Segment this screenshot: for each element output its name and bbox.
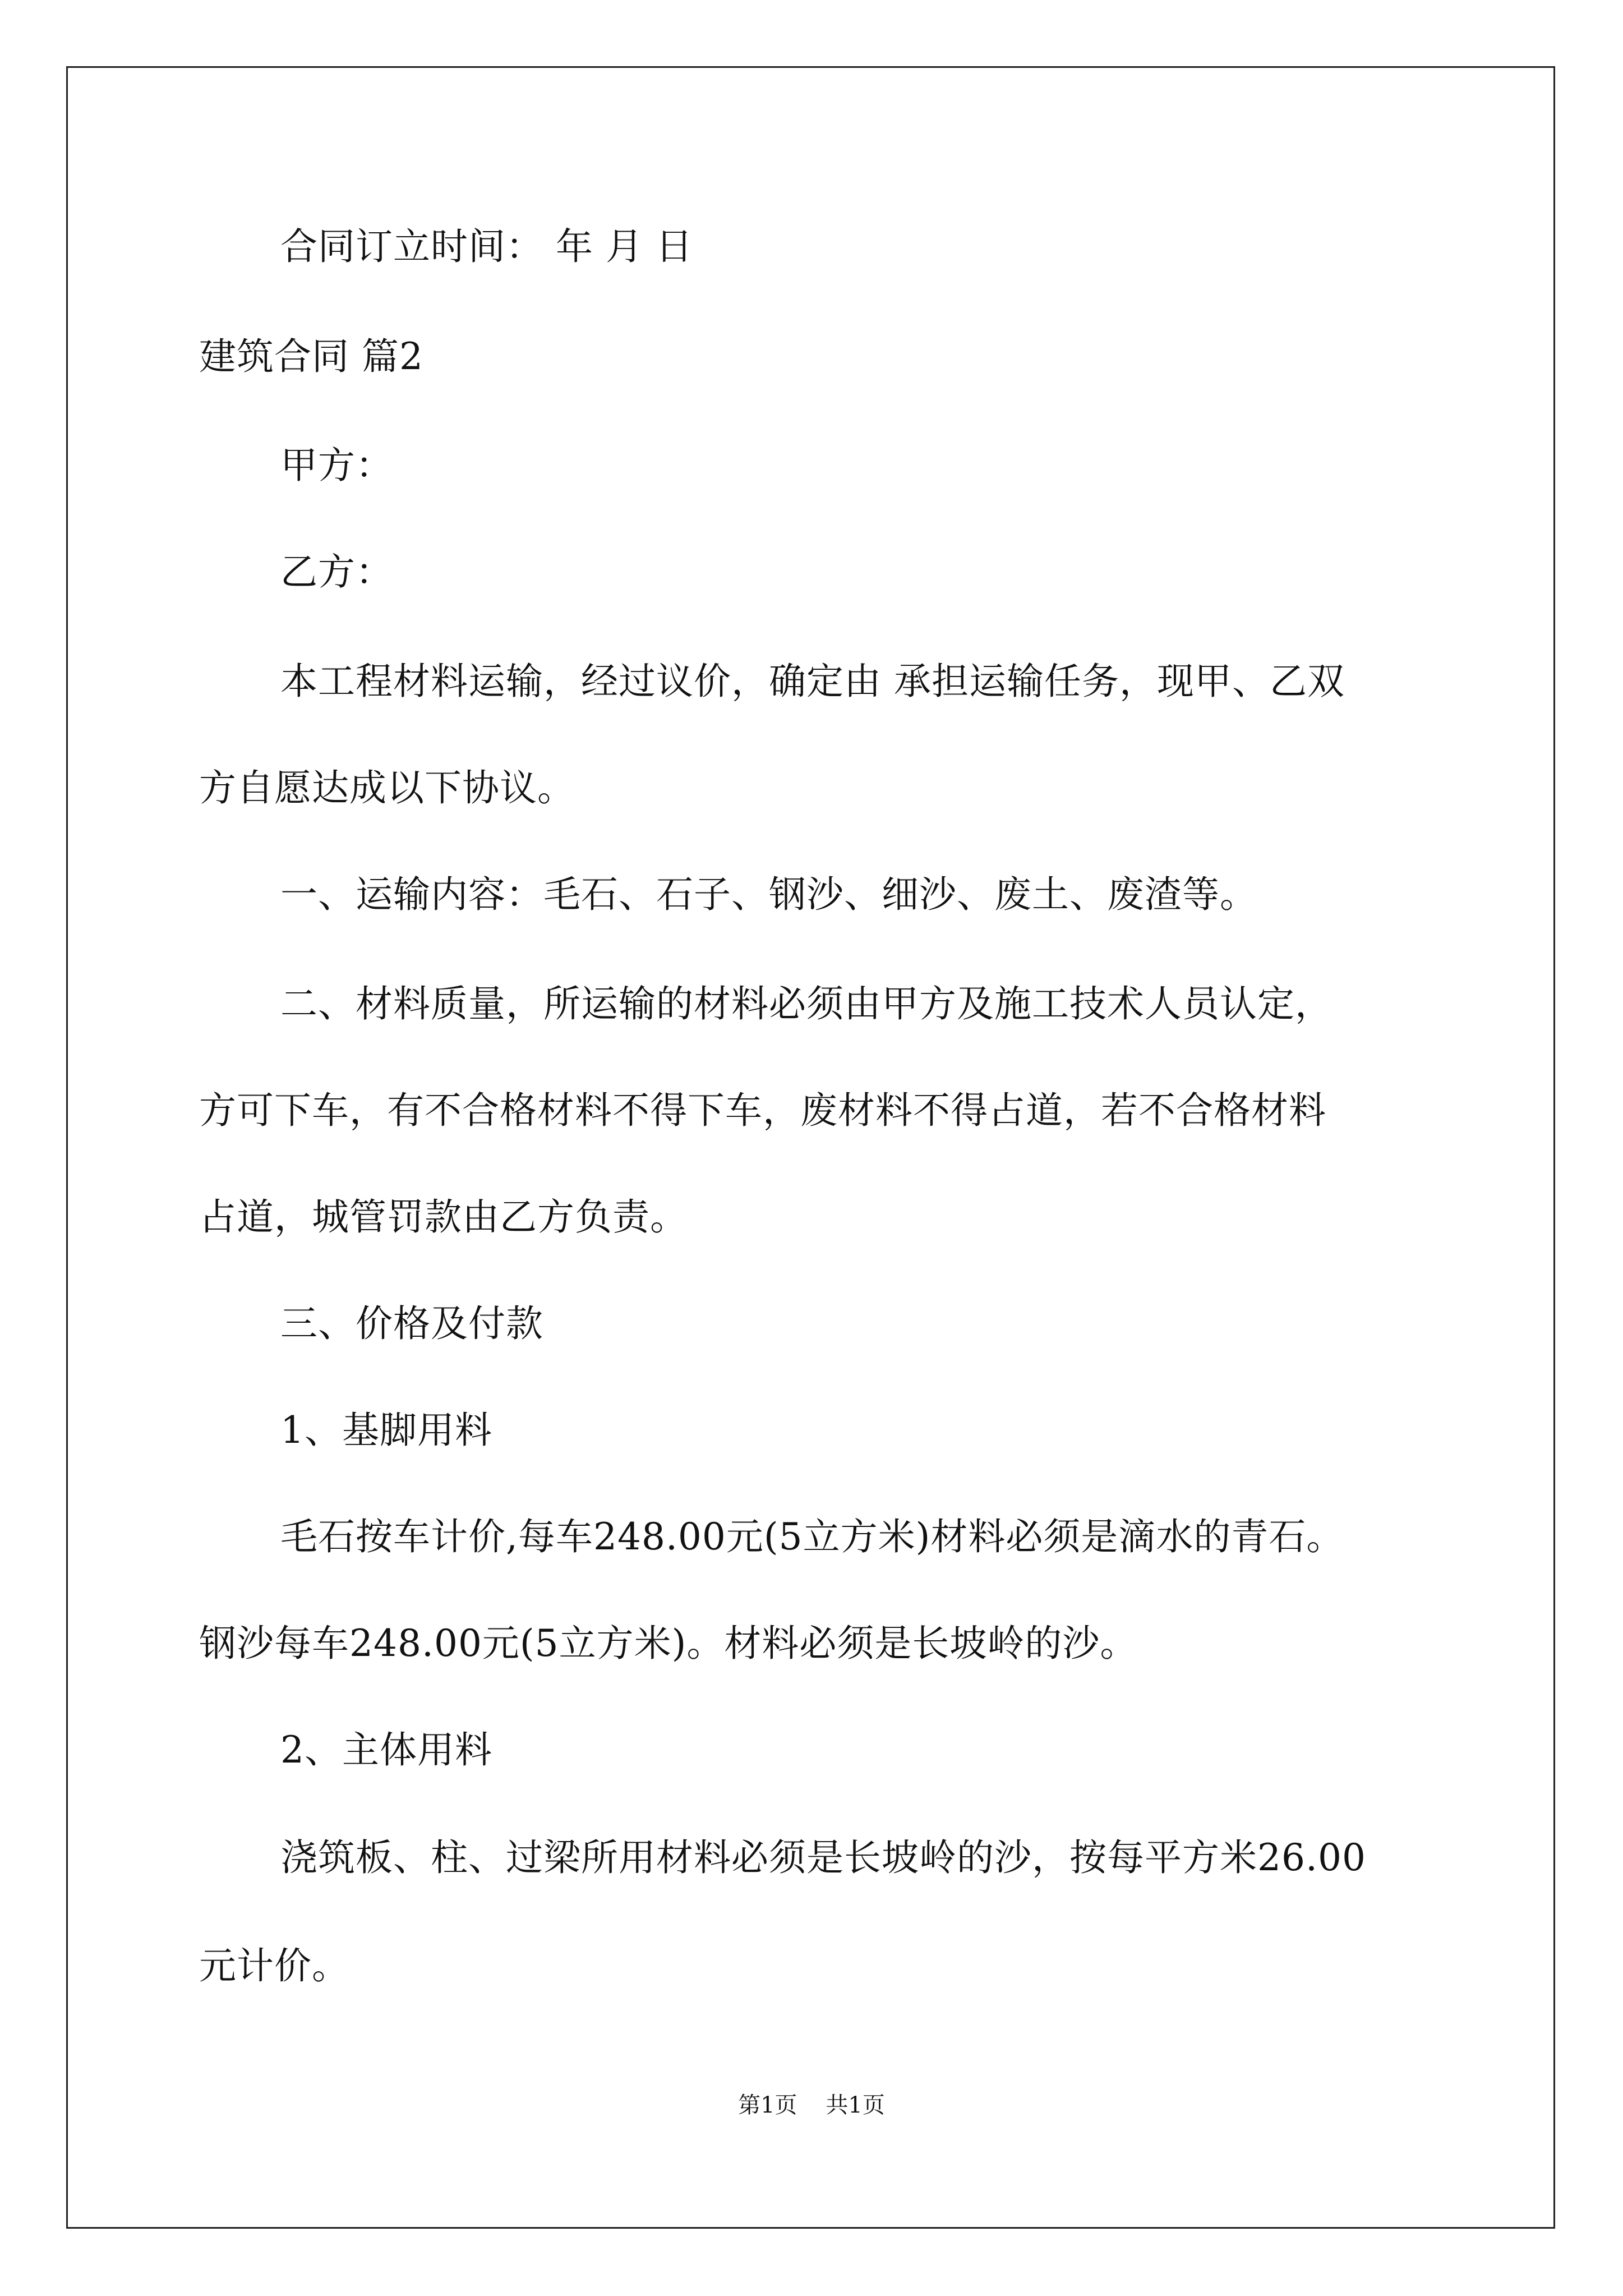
sub-item-2-line-1: 浇筑板、柱、过梁所用材料必须是长坡岭的沙，按每平方米26.00 [280, 1836, 1366, 1879]
paragraph-intro-line-1: 本工程材料运输，经过议价，确定由 承担运输任务，现甲、乙双 [280, 660, 1345, 703]
clause-2-line-1: 二、材料质量，所运输的材料必须由甲方及施工技术人员认定， [280, 982, 1332, 1025]
sub-item-2-line-2: 元计价。 [199, 1944, 349, 1987]
clause-3-heading: 三、价格及付款 [280, 1302, 543, 1345]
sub-item-2-heading: 2、主体用料 [280, 1728, 492, 1772]
sub-item-1-line-2: 钢沙每车248.00元(5立方米)。材料必须是长坡岭的沙。 [199, 1622, 1138, 1665]
paragraph-intro-line-2: 方自愿达成以下协议。 [199, 766, 575, 809]
clause-1-line: 一、运输内容：毛石、石子、钢沙、细沙、废土、废渣等。 [280, 873, 1257, 916]
page-border [66, 66, 1555, 2229]
page-footer: 第1页 共1页 [738, 2092, 885, 2118]
clause-2-line-3: 占道，城管罚款由乙方负责。 [199, 1195, 688, 1239]
party-b-line: 乙方： [280, 550, 393, 593]
contract-date-line: 合同订立时间： 年 月 日 [280, 225, 693, 268]
clause-2-line-2: 方可下车，有不合格材料不得下车，废材料不得占道，若不合格材料 [199, 1089, 1326, 1132]
sub-item-1-heading: 1、基脚用料 [280, 1409, 492, 1452]
party-a-line: 甲方： [280, 444, 393, 487]
section-heading: 建筑合同 篇2 [199, 335, 423, 378]
sub-item-1-line-1: 毛石按车计价,每车248.00元(5立方米)材料必须是滴水的青石。 [280, 1515, 1344, 1558]
